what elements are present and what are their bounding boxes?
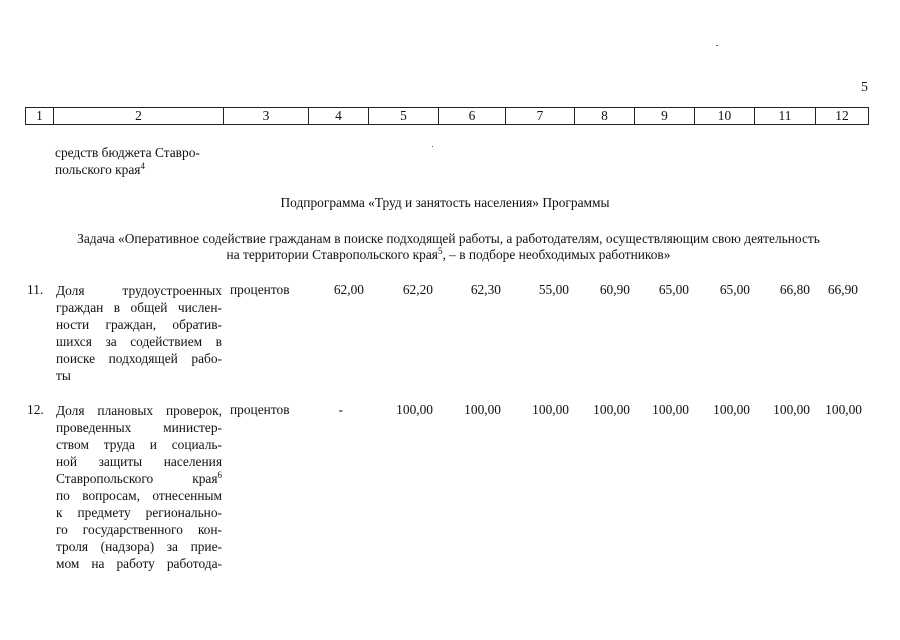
value-cell: 100,00 — [773, 402, 810, 417]
task-line: Задача «Оперативное содействие гражданам в поиске подходящей работы, а работодателям, осуществляющим свою деятельность — [77, 231, 820, 246]
value-cell: 100,00 — [825, 402, 862, 417]
value-cell: 100,00 — [713, 402, 750, 417]
indicator-line: Доля трудоустроенных — [56, 283, 222, 298]
scan-speck — [432, 146, 433, 147]
value-cell: 62,20 — [402, 282, 433, 297]
indicator-line: ством труда и социаль- — [56, 437, 222, 452]
task-text: на территории Ставропольского края — [226, 247, 438, 262]
continuation-line: средств бюджета Ставро- — [55, 145, 200, 160]
value-cell: 66,90 — [827, 282, 858, 297]
column-number-cell: 12 — [816, 108, 869, 125]
column-number-cell: 9 — [635, 108, 695, 125]
column-number-cell: 6 — [439, 108, 506, 125]
indicator-line: поиске подходящей рабо- — [56, 351, 222, 366]
indicator-text — [56, 402, 222, 572]
footnote-marker: 6 — [217, 470, 222, 480]
task-text: , – в подборе необходимых работников» — [442, 247, 671, 262]
value-cell: 62,30 — [470, 282, 501, 297]
scan-speck — [716, 45, 718, 46]
column-number-cell: 2 — [54, 108, 224, 125]
indicator-line: ты — [56, 368, 71, 383]
indicator-line: мом на работу работода- — [56, 556, 222, 571]
value-cell: 60,90 — [599, 282, 630, 297]
column-header-row — [25, 107, 869, 125]
indicator-line: Доля плановых проверок, — [56, 403, 222, 418]
column-number-cell: 1 — [26, 108, 54, 125]
value-cell: 65,00 — [658, 282, 689, 297]
indicator-line: проведенных министер- — [56, 420, 222, 435]
indicator-text — [56, 282, 222, 384]
indicator-line: го государственного кон- — [56, 522, 222, 537]
value-cell: 100,00 — [593, 402, 630, 417]
task-heading — [26, 231, 871, 263]
indicator-line: граждан в общей числен- — [56, 300, 222, 315]
value-cell: 100,00 — [396, 402, 433, 417]
subprogram-title: Подпрограмма «Труд и занятость населения» Программы — [280, 195, 610, 210]
indicator-line: по вопросам, отнесенным — [56, 488, 222, 503]
value-cell: 100,00 — [652, 402, 689, 417]
page-number: 5 — [861, 80, 868, 95]
column-number-cell: 3 — [224, 108, 309, 125]
row-number: 12. — [27, 402, 44, 417]
indicator-line-with-footnote — [56, 470, 222, 487]
value-cell: 100,00 — [532, 402, 569, 417]
column-number-cell: 11 — [755, 108, 816, 125]
value-cell: - — [338, 402, 343, 417]
value-cell: 62,00 — [333, 282, 364, 297]
indicator-word: Ставропольского — [56, 471, 154, 486]
column-number-cell: 10 — [695, 108, 755, 125]
column-number-cell: 5 — [369, 108, 439, 125]
value-cell: 100,00 — [464, 402, 501, 417]
unit-cell: процентов — [230, 402, 290, 417]
value-cell: 55,00 — [538, 282, 569, 297]
footnote-marker: 5 — [437, 246, 443, 256]
indicator-line: шихся за содействием в — [56, 334, 222, 349]
footnote-marker: 4 — [140, 161, 145, 171]
unit-cell: процентов — [230, 282, 290, 297]
column-number-cell: 7 — [506, 108, 575, 125]
indicator-word: края$^6$ — [192, 470, 222, 486]
continuation-line-with-footnote — [55, 161, 235, 178]
indicator-line: ности граждан, обратив- — [56, 317, 222, 332]
indicator-line: к предмету регионально- — [56, 505, 222, 520]
continuation-line: польского края — [55, 162, 141, 177]
value-cell: 65,00 — [719, 282, 750, 297]
continuation-text — [55, 144, 235, 178]
indicator-line: троля (надзора) за прие- — [56, 539, 222, 554]
column-number-cell: 8 — [575, 108, 635, 125]
value-cell: 66,80 — [779, 282, 810, 297]
task-line — [26, 247, 871, 263]
indicator-line: ной защиты населения — [56, 454, 222, 469]
row-number: 11. — [27, 282, 44, 297]
column-number-cell: 4 — [309, 108, 369, 125]
